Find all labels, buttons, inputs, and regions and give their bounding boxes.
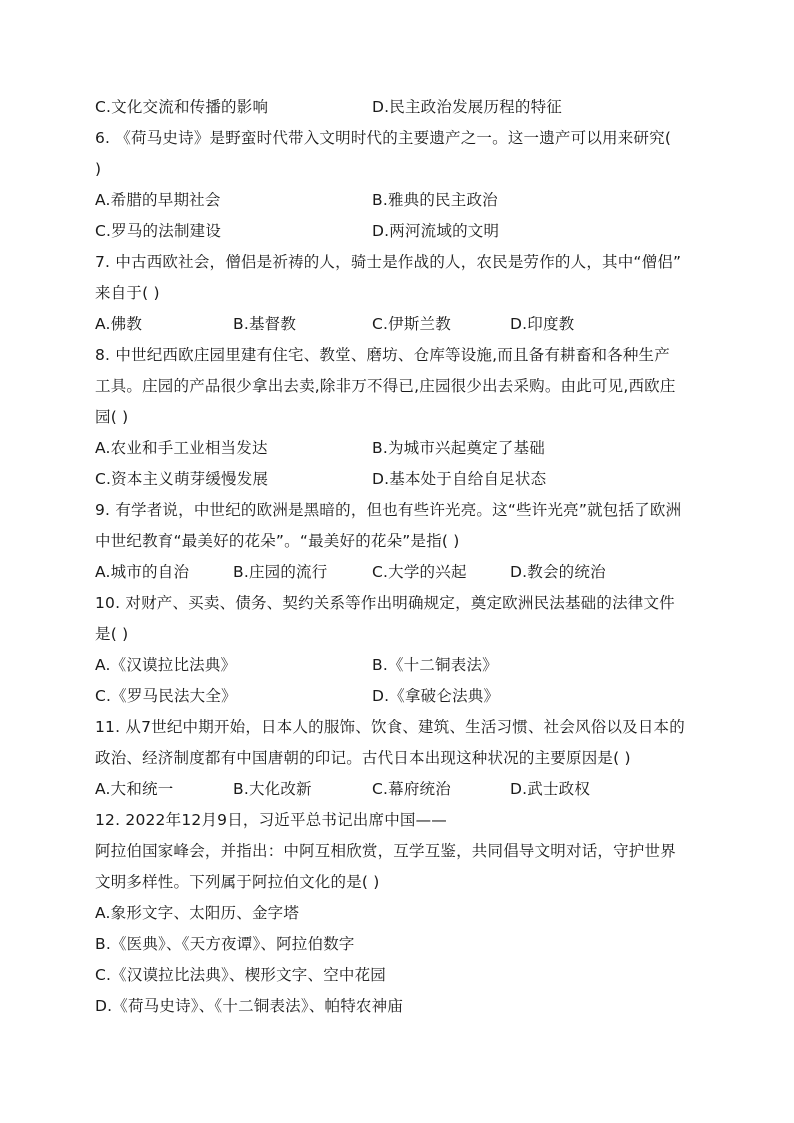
q7-option-d[interactable]: D.印度教 (510, 315, 575, 333)
q9-stem-line-1: 9. 有学者说，中世纪的欧洲是黑暗的，但也有些许光亮。这“些许光亮”就包括了欧洲 (95, 501, 682, 519)
q8-option-a[interactable]: A.农业和手工业相当发达 (95, 439, 268, 457)
q7-stem-line-2: 来自于( ) (95, 284, 160, 302)
q5-option-c[interactable]: C.文化交流和传播的影响 (95, 98, 269, 116)
q12-option-b[interactable]: B.《医典》、《天方夜谭》、阿拉伯数字 (95, 935, 355, 953)
q8-stem-line-2: 工具。庄园的产品很少拿出去卖,除非万不得已,庄园很少出去采购。由此可见,西欧庄 (95, 377, 676, 395)
q6-stem-line-1: 6. 《荷马史诗》是野蛮时代带入文明时代的主要遗产之一。这一遗产可以用来研究( (95, 129, 672, 147)
q12-stem-line-1: 12. 2022年12月9日，习近平总书记出席中国—— (95, 811, 448, 829)
q7-option-a[interactable]: A.佛教 (95, 315, 143, 333)
q8-option-b[interactable]: B.为城市兴起奠定了基础 (372, 439, 545, 457)
q10-options-row-2 (95, 681, 705, 712)
q7-option-c[interactable]: C.伊斯兰教 (372, 315, 451, 333)
q6-option-b[interactable]: B.雅典的民主政治 (372, 191, 498, 209)
q8-stem-line-1: 8. 中世纪西欧庄园里建有住宅、教堂、磨坊、仓库等设施,而且备有耕畜和各种生产 (95, 346, 670, 364)
q6-options-row-2 (95, 216, 705, 247)
q7-stem-line-1: 7. 中古西欧社会，僧侣是祈祷的人，骑士是作战的人，农民是劳作的人，其中“僧侣” (95, 253, 682, 271)
exam-page (95, 92, 705, 1022)
q9-option-c[interactable]: C.大学的兴起 (372, 563, 467, 581)
q11-stem-line-1: 11. 从7世纪中期开始，日本人的服饰、饮食、建筑、生活习惯、社会风俗以及日本的 (95, 718, 685, 736)
q8-options-row-1 (95, 433, 705, 464)
q9-stem-line-2: 中世纪教育“最美好的花朵”。“最美好的花朵”是指( ) (95, 532, 460, 550)
q12-stem-line-3: 文明多样性。下列属于阿拉伯文化的是( ) (95, 873, 380, 891)
q11-option-d[interactable]: D.武士政权 (510, 780, 591, 798)
q10-options-row-1 (95, 650, 705, 681)
q5-options (95, 92, 705, 123)
q10-stem-line-1: 10. 对财产、买卖、债务、契约关系等作出明确规定，奠定欧洲民法基础的法律文件 (95, 594, 675, 612)
q10-option-a[interactable]: A.《汉谟拉比法典》 (95, 656, 237, 674)
q12-option-a[interactable]: A.象形文字、太阳历、金字塔 (95, 904, 300, 922)
q9-option-d[interactable]: D.教会的统治 (510, 563, 606, 581)
q6-option-d[interactable]: D.两河流域的文明 (372, 222, 500, 240)
q9-options (95, 557, 705, 588)
q11-option-a[interactable]: A.大和统一 (95, 780, 174, 798)
q11-stem-line-2: 政治、经济制度都有中国唐朝的印记。古代日本出现这种状况的主要原因是( ) (95, 749, 631, 767)
q6-option-a[interactable]: A.希腊的早期社会 (95, 191, 221, 209)
q8-option-d[interactable]: D.基本处于自给自足状态 (372, 470, 547, 488)
q12-option-c[interactable]: C.《汉谟拉比法典》、楔形文字、空中花园 (95, 966, 387, 984)
q11-option-b[interactable]: B.大化改新 (233, 780, 312, 798)
q7-option-b[interactable]: B.基督教 (233, 315, 297, 333)
q10-option-c[interactable]: C.《罗马民法大全》 (95, 687, 237, 705)
q9-option-a[interactable]: A.城市的自治 (95, 563, 190, 581)
q6-stem-line-2: ) (95, 160, 102, 178)
q8-option-c[interactable]: C.资本主义萌芽缓慢发展 (95, 470, 269, 488)
q8-options-row-2 (95, 464, 705, 495)
q12-option-d[interactable]: D.《荷马史诗》、《十二铜表法》、帕特农神庙 (95, 997, 404, 1015)
q7-options (95, 309, 705, 340)
q6-options-row-1 (95, 185, 705, 216)
q6-option-c[interactable]: C.罗马的法制建设 (95, 222, 222, 240)
q11-option-c[interactable]: C.幕府统治 (372, 780, 451, 798)
q8-stem-line-3: 园( ) (95, 408, 129, 426)
q12-stem-line-2: 阿拉伯国家峰会，并指出：中阿互相欣赏，互学互鉴，共同倡导文明对话，守护世界 (95, 842, 676, 860)
q11-options (95, 774, 705, 805)
q10-option-b[interactable]: B.《十二铜表法》 (372, 656, 498, 674)
q10-option-d[interactable]: D.《拿破仑法典》 (372, 687, 500, 705)
q9-option-b[interactable]: B.庄园的流行 (233, 563, 328, 581)
q5-option-d[interactable]: D.民主政治发展历程的特征 (372, 98, 562, 116)
q10-stem-line-2: 是( ) (95, 625, 129, 643)
